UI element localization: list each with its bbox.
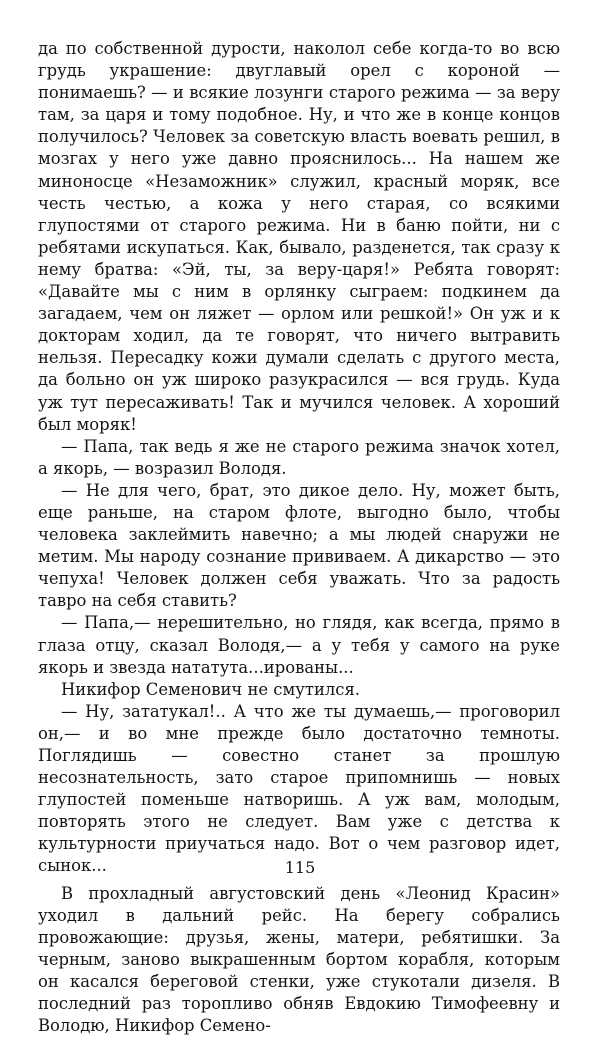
- paragraph-6: — Ну, зататукал!.. А что же ты думаешь,— проговорил он,— и во мне прежде было достаточно темноты. Поглядишь — совестно станет за прошлую несознательность, зато старое припомнишь — новых глупостей поменьше натворишь. А уж вам, молодым, повторять этого не следует. Вам уже с детства к культурности приучаться надо. Вот о чем разговор идет, сынок...: [38, 701, 560, 876]
- paragraph-4: — Папа,— нерешительно, но глядя, как всегда, прямо в глаза отцу, сказал Володя,— а у тебя у самого на руке якорь и звезда нататута...ированы...: [38, 613, 560, 677]
- paragraph-1: да по собственной дурости, наколол себе когда-то во всю грудь украшение: двуглавый орел с короной — понимаешь? — и всякие лозунги старого режима — за веру там, за царя и тому подобное. Ну, и что же в конце концов получилось? Человек за советскую власть воевать решил, в мозгах у него уже давно прояснилось... На нашем же миноносце «Незаможник» служил, красный моряк, все честь честью, а кожа у него старая, со всякими глупостями от старого режима. Ни в баню пойти, ни с ребятами искупаться. Как, бывало, разденется, так сразу к нему братва: «Эй, ты, за веру-царя!» Ребята говорят: «Давайте мы с ним в орлянку сыграем: подкинем да загадаем, чем он ляжет — орлом или решкой!» Он уж и к докторам ходил, да те говорят, что ничего вытравить нельзя. Пересадку кожи думали сделать с другого места, да больно он уж широко разукрасился — вся грудь. Куда уж тут пересаживать! Так и мучился человек. А хороший был моряк!: [38, 39, 560, 434]
- page-text-block: [38, 38, 560, 1037]
- paragraph-3: — Не для чего, брат, это дикое дело. Ну, может быть, еще раньше, на старом флоте, выгодно было, чтобы человека заклеймить навечно; а мы людей снаружи не метим. Мы народу сознание прививаем. А дикарство — это чепуха! Человек должен себя уважать. Что за радость тавро на себя ставить?: [38, 480, 560, 611]
- paragraph-7: В прохладный августовский день «Леонид Красин» уходил в дальний рейс. На берегу собрались провожающие: друзья, жены, матери, ребятишки. За черным, заново выкрашенным бортом корабля, которым он касался береговой стенки, уже стукотали дизеля. В последний раз торопливо обняв Евдокию Тимофеевну и Володю, Никифор Семено-: [38, 883, 560, 1036]
- paragraph-5: Никифор Семенович не смутился.: [61, 679, 361, 699]
- paragraph-2: — Папа, так ведь я же не старого режима значок хотел, а якорь, — возразил Володя.: [38, 436, 560, 478]
- page-number: 115: [284, 858, 316, 877]
